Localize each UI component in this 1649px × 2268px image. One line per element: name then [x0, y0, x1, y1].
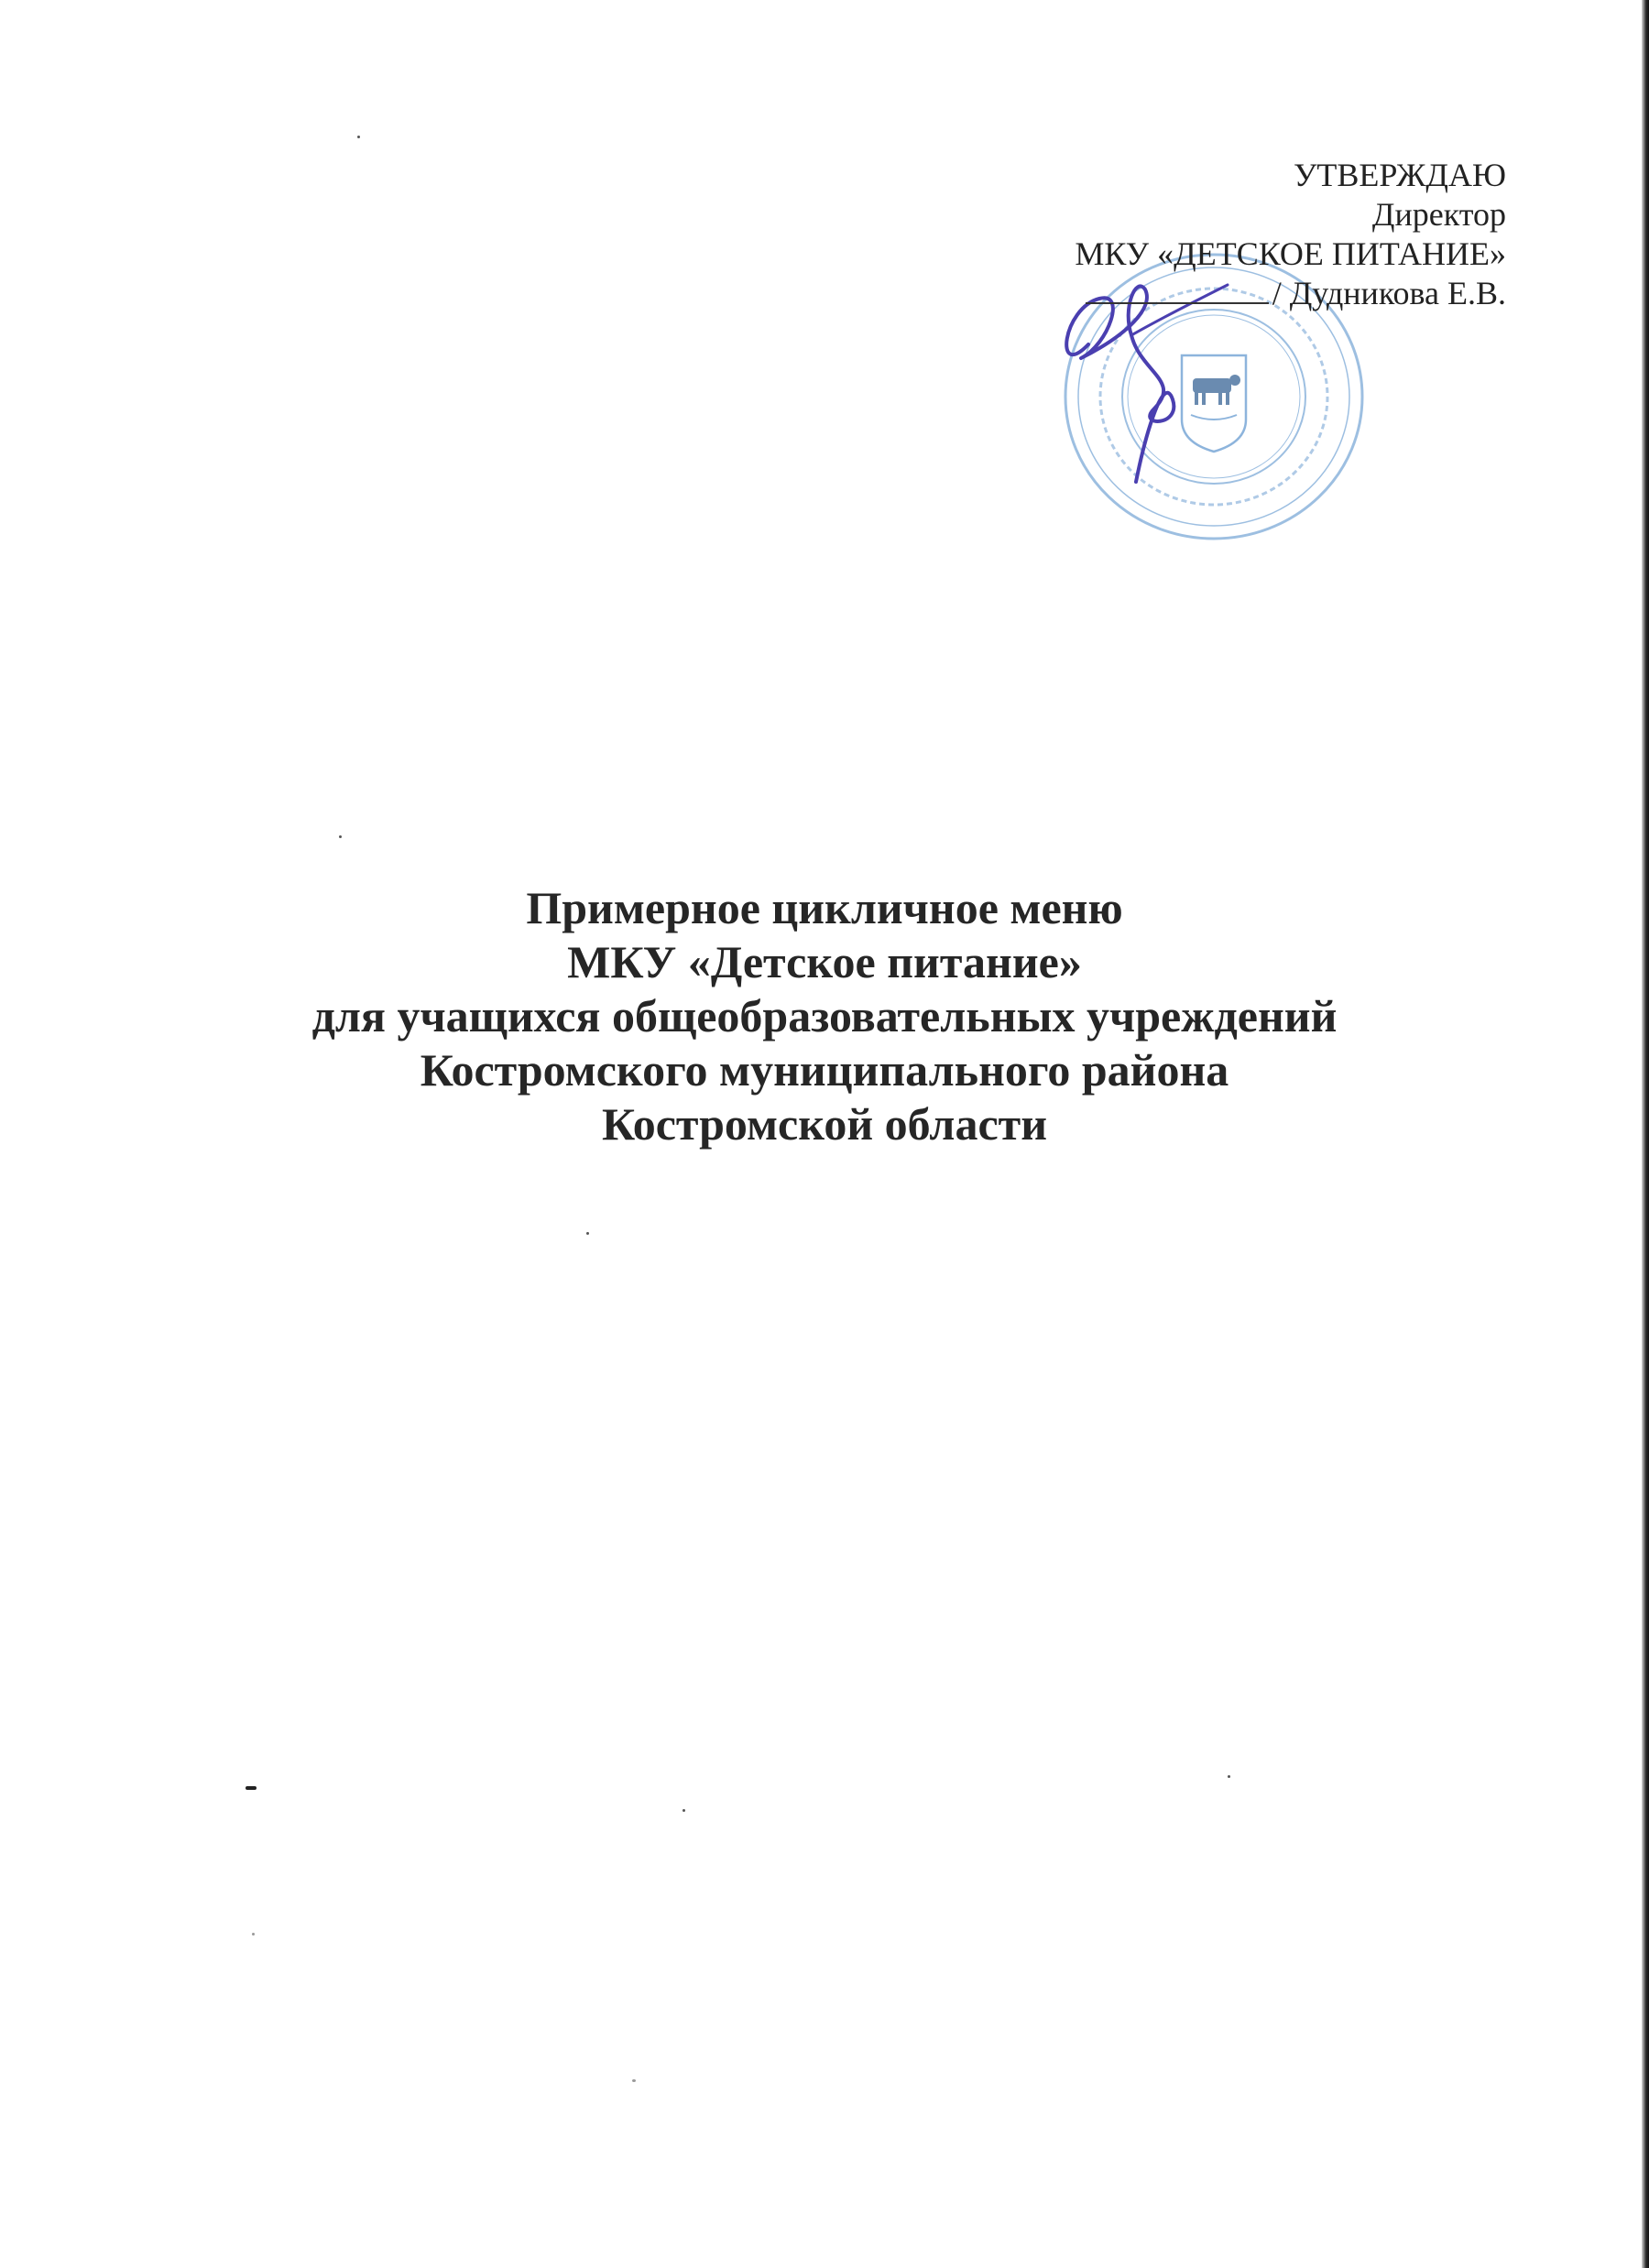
title-line-5: Костромской области	[601, 1098, 1048, 1150]
title-line-1: Примерное цикличное меню	[526, 882, 1123, 933]
signatory-name: / Дудникова Е.В.	[1272, 275, 1506, 311]
organization-name: МКУ «ДЕТСКОЕ ПИТАНИЕ»	[1075, 235, 1506, 272]
title-line-3: для учащихся общеобразовательных учреждений	[311, 990, 1338, 1041]
scan-speck	[246, 1786, 257, 1790]
approval-block	[1075, 156, 1506, 313]
signatory-line	[1075, 274, 1506, 313]
scan-speck	[339, 835, 342, 838]
signature-underline	[1086, 275, 1269, 304]
scan-speck	[357, 136, 360, 138]
scan-speck	[252, 1933, 255, 1935]
approve-heading: УТВЕРЖДАЮ	[1293, 157, 1506, 193]
document-title	[0, 881, 1649, 1151]
title-line-2: МКУ «Детское питание»	[567, 936, 1082, 987]
scan-speck	[632, 2079, 636, 2082]
title-line-4: Костромского муниципального района	[420, 1044, 1229, 1096]
scan-speck	[1228, 1775, 1230, 1778]
director-position: Директор	[1371, 196, 1506, 233]
scan-speck	[586, 1232, 589, 1235]
scan-speck	[683, 1809, 685, 1812]
